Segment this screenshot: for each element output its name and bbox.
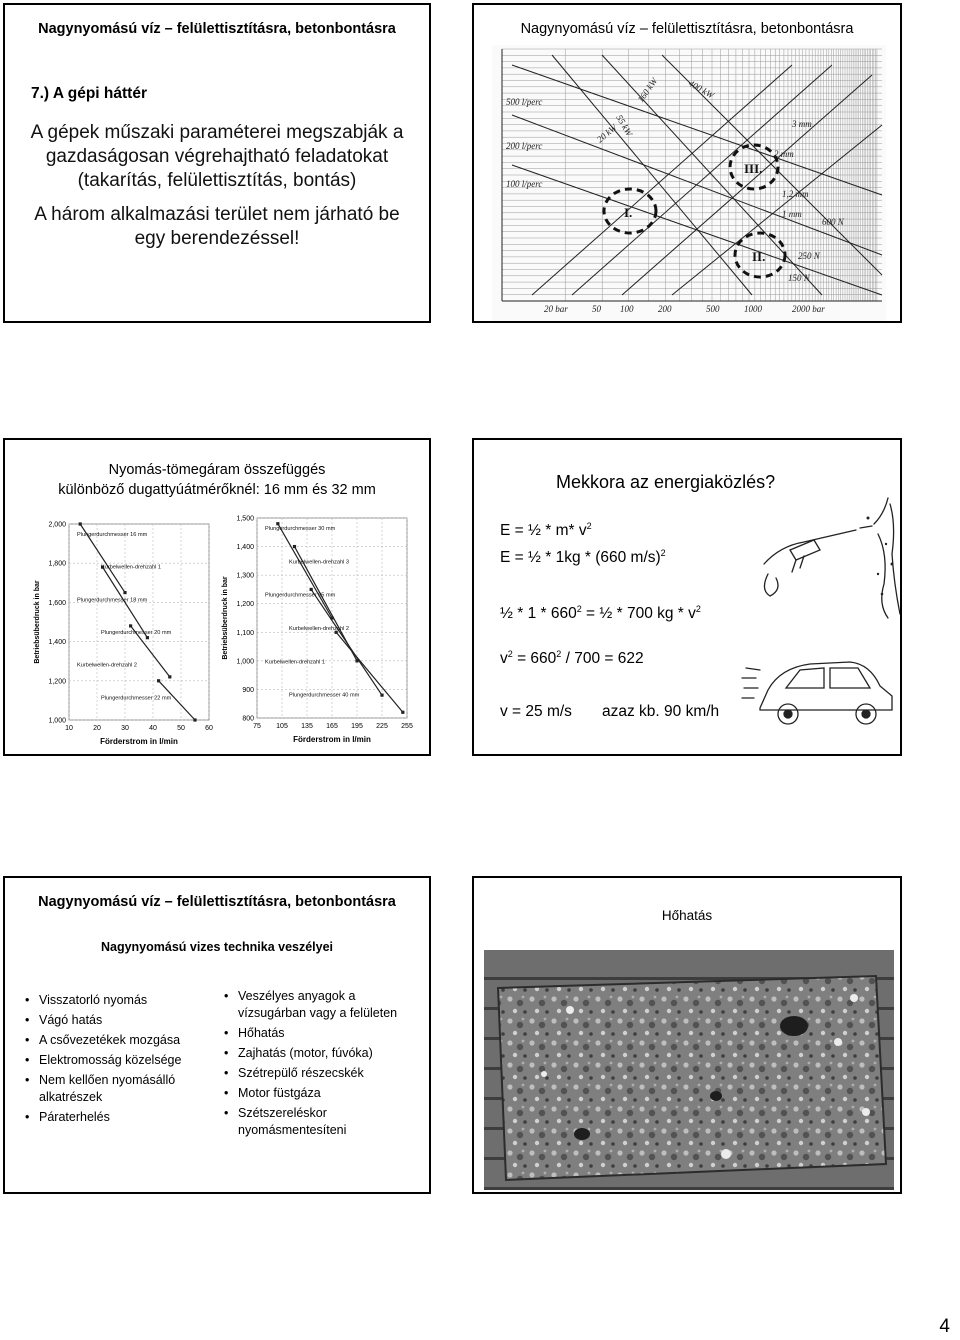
hazard-list-left <box>23 992 213 1129</box>
chart-annotation: Plungerdurchmesser 30 mm <box>265 526 336 532</box>
chart-annotation: Plungerdurchmesser 16 mm <box>77 532 148 538</box>
slide-title-line2: különböző dugattyúátmérőknél: 16 mm és 32 mm <box>58 482 376 498</box>
y-tick-label: 1,600 <box>48 599 66 607</box>
x-tick-label: 165 <box>326 723 338 730</box>
chart-annotation: Kurbelwellen-drehzahl 1 <box>101 564 162 571</box>
x-axis-label: Förderstrom in l/min <box>293 735 371 744</box>
equation-velocity-squared <box>500 649 644 668</box>
chart-annotation: Kurbelwellen-drehzahl 1 <box>265 659 326 666</box>
slide-hazards <box>3 876 431 1194</box>
eq-exponent: 2 <box>660 548 666 558</box>
eq-exponent: 2 <box>695 604 701 614</box>
y-tick-label: 1,500 <box>236 515 254 523</box>
slide-title: Hőhatás <box>661 908 713 923</box>
eq-text: E = ½ * m* v <box>500 522 587 539</box>
y-tick-label: 900 <box>242 686 254 694</box>
list-item: • Zajhatás (motor, fúvóka) <box>222 1045 422 1062</box>
data-point <box>146 636 149 639</box>
list-item: • Veszélyes anyagok a vízsugárban vagy a felületen <box>222 988 422 1022</box>
eq-text: v <box>500 650 508 667</box>
nomo-label-d4: 1 mm <box>782 209 802 219</box>
slide-machine-background <box>3 3 431 323</box>
x-tick-label: 10 <box>65 725 73 732</box>
list-item: • A csővezetékek mozgása <box>23 1032 213 1049</box>
list-item: • Motor füstgáza <box>222 1085 422 1102</box>
nomo-label-n1: 600 N <box>822 217 844 227</box>
y-tick-label: 1,300 <box>236 572 254 580</box>
slide-nomogram <box>472 3 902 323</box>
nomo-label-flow1: 500 l/perc <box>506 97 543 107</box>
spray-gun-sketch <box>760 494 902 620</box>
y-tick-label: 1,200 <box>48 678 66 686</box>
eq-text: / 700 = 622 <box>561 650 644 667</box>
slide-header: Nagynyomású víz – felülettisztításra, betonbontásra <box>38 894 396 910</box>
equation-velocity: v = 25 m/s <box>500 703 572 720</box>
x-tick-label: 30 <box>121 725 129 732</box>
x-tick-label: 75 <box>253 723 261 730</box>
nomo-label-p6: 1000 <box>744 304 762 314</box>
eq-text: = 660 <box>512 650 557 667</box>
x-tick-label: 225 <box>376 723 388 730</box>
data-point <box>129 624 132 627</box>
y-tick-label: 1,200 <box>236 601 254 609</box>
list-item: • Vágó hatás <box>23 1012 213 1029</box>
x-tick-label: 195 <box>351 723 363 730</box>
slide-header: Nagynyomású víz – felülettisztításra, betonbontásra <box>520 21 854 37</box>
x-tick-label: 135 <box>301 723 313 730</box>
nomo-label-n2: 250 N <box>798 251 820 261</box>
data-point <box>157 679 160 682</box>
eq-exponent: 2 <box>556 649 562 659</box>
y-tick-label: 1,100 <box>236 629 254 637</box>
chart-annotation: Plungerdurchmesser 20 mm <box>101 630 172 636</box>
section-title: 7.) A gépi háttér <box>31 85 147 102</box>
slide-header: Nagynyomású víz – felülettisztításra, betonbontásra <box>38 21 396 37</box>
y-tick-label: 800 <box>242 715 254 723</box>
list-item: • Visszatorló nyomás <box>23 992 213 1009</box>
y-tick-label: 1,800 <box>48 560 66 568</box>
nomogram-chart <box>492 45 886 323</box>
zone-3-label: III. <box>744 161 763 176</box>
list-item: • Hőhatás <box>222 1025 422 1042</box>
plot-area <box>69 524 209 720</box>
x-tick-label: 255 <box>401 723 413 730</box>
eq-exponent: 2 <box>576 604 582 614</box>
chart-annotation: Plungerdurchmesser 22 mm <box>101 695 172 702</box>
data-point <box>79 522 82 525</box>
slide-pressure-flow <box>3 438 431 756</box>
nomo-label-d1: 3 mm <box>792 119 812 129</box>
chart-annotation: Plungerdurchmesser 18 mm <box>77 597 148 604</box>
slide-energy <box>472 438 902 756</box>
data-point <box>293 545 296 548</box>
nomo-label-flow2: 200 l/perc <box>506 141 543 151</box>
nomo-label-d3: 1,2 mm <box>782 189 809 199</box>
equation-velocity-kmh: azaz kb. 90 km/h <box>602 703 720 720</box>
eq-text: = ½ * 700 kg * v <box>581 605 696 622</box>
x-tick-label: 60 <box>205 725 213 732</box>
nomo-label-p4: 200 <box>658 304 672 314</box>
zone-1-label: I. <box>624 205 633 220</box>
x-tick-label: 40 <box>149 725 157 732</box>
zone-2-label: II. <box>752 249 766 264</box>
list-item: • Szétszereléskor nyomásmentesíteni <box>222 1105 422 1139</box>
data-point <box>276 522 279 525</box>
eq-exponent: 2 <box>586 521 592 531</box>
list-item: • Szétrepülő részecskék <box>222 1065 422 1082</box>
data-point <box>310 588 313 591</box>
paragraph-parameters: A gépek műszaki paraméterei megszabják a gazdaságosan végrehajtható feladatokat (takarítás, felülettisztítás, bontás) <box>30 122 404 191</box>
equation-energy-balance <box>500 604 701 623</box>
pressure-flow-charts <box>25 514 415 748</box>
chart-annotation: Kurbelwellen-drehzahl 2 <box>77 662 138 669</box>
eq-exponent: 2 <box>507 649 513 659</box>
slide-title: Mekkora az energiaközlés? <box>556 472 776 492</box>
eq-text: ½ * 1 * 660 <box>500 605 577 622</box>
data-point <box>168 675 171 678</box>
y-tick-label: 1,400 <box>236 544 254 552</box>
y-tick-label: 2,000 <box>48 521 66 529</box>
list-item: • Elektromosság közelsége <box>23 1052 213 1069</box>
data-point <box>401 711 404 714</box>
slide-body <box>23 121 411 261</box>
x-tick-label: 20 <box>93 725 101 732</box>
nomo-label-kw4: 400 kW <box>687 78 716 101</box>
x-axis-label: Förderstrom in l/min <box>100 737 178 746</box>
slide-subtitle: Nagynyomású vizes technika veszélyei <box>100 940 334 954</box>
equation-energy-values <box>500 548 666 567</box>
list-item: • Páraterhelés <box>23 1109 213 1126</box>
x-tick-label: 50 <box>177 725 185 732</box>
nomo-label-kw3: 160 kW <box>635 76 660 105</box>
data-point <box>123 591 126 594</box>
slide-title <box>5 460 429 500</box>
y-tick-label: 1,000 <box>236 658 254 666</box>
data-point <box>193 718 196 721</box>
eq-text: E = ½ * 1kg * (660 m/s) <box>500 549 661 566</box>
nomo-label-p1: 20 bar <box>544 304 568 314</box>
concrete-slab-photo <box>484 950 894 1190</box>
paragraph-three-areas: A három alkalmazási terület nem járható be egy berendezéssel! <box>34 204 400 249</box>
chart-annotation: Plungerdurchmesser 40 mm <box>289 692 360 699</box>
nomo-label-n3: 150 N <box>788 273 810 283</box>
y-tick-label: 1,000 <box>48 717 66 725</box>
nomo-label-kw1: 20 kW <box>594 122 619 145</box>
page-number: 4 <box>939 1316 950 1337</box>
chart-annotation: Kurbelwellen-drehzahl 3 <box>289 559 350 566</box>
nomo-label-kw2: 55 kW <box>614 113 635 138</box>
chart-annotation: Kurbelwellen-drehzahl 2 <box>289 626 350 632</box>
nomo-label-p7: 2000 bar <box>792 304 825 314</box>
nomo-label-p5: 500 <box>706 304 720 314</box>
chart-annotation: Plungerdurchmesser 35 mm <box>265 592 336 599</box>
data-point <box>380 694 383 697</box>
slide-title-line1: Nyomás-tömegáram összefüggés <box>108 462 326 478</box>
y-axis-label: Betriebsüberdruck in bar <box>222 576 229 660</box>
hazard-list-right <box>222 988 422 1142</box>
slide-heat-effect <box>472 876 902 1194</box>
y-tick-label: 1,400 <box>48 639 66 647</box>
x-tick-label: 105 <box>276 723 288 730</box>
nomo-label-d2: 2 mm <box>774 149 794 159</box>
y-axis-label: Betriebsüberdruck in bar <box>34 580 41 664</box>
nomo-label-p3: 100 <box>620 304 634 314</box>
nomo-label-p2: 50 <box>592 304 601 314</box>
nomo-label-flow3: 100 l/perc <box>506 179 543 189</box>
equation-energy-formula <box>500 521 592 540</box>
list-item: • Nem kellően nyomásálló alkatrészek <box>23 1072 213 1106</box>
car-sketch <box>740 638 900 738</box>
